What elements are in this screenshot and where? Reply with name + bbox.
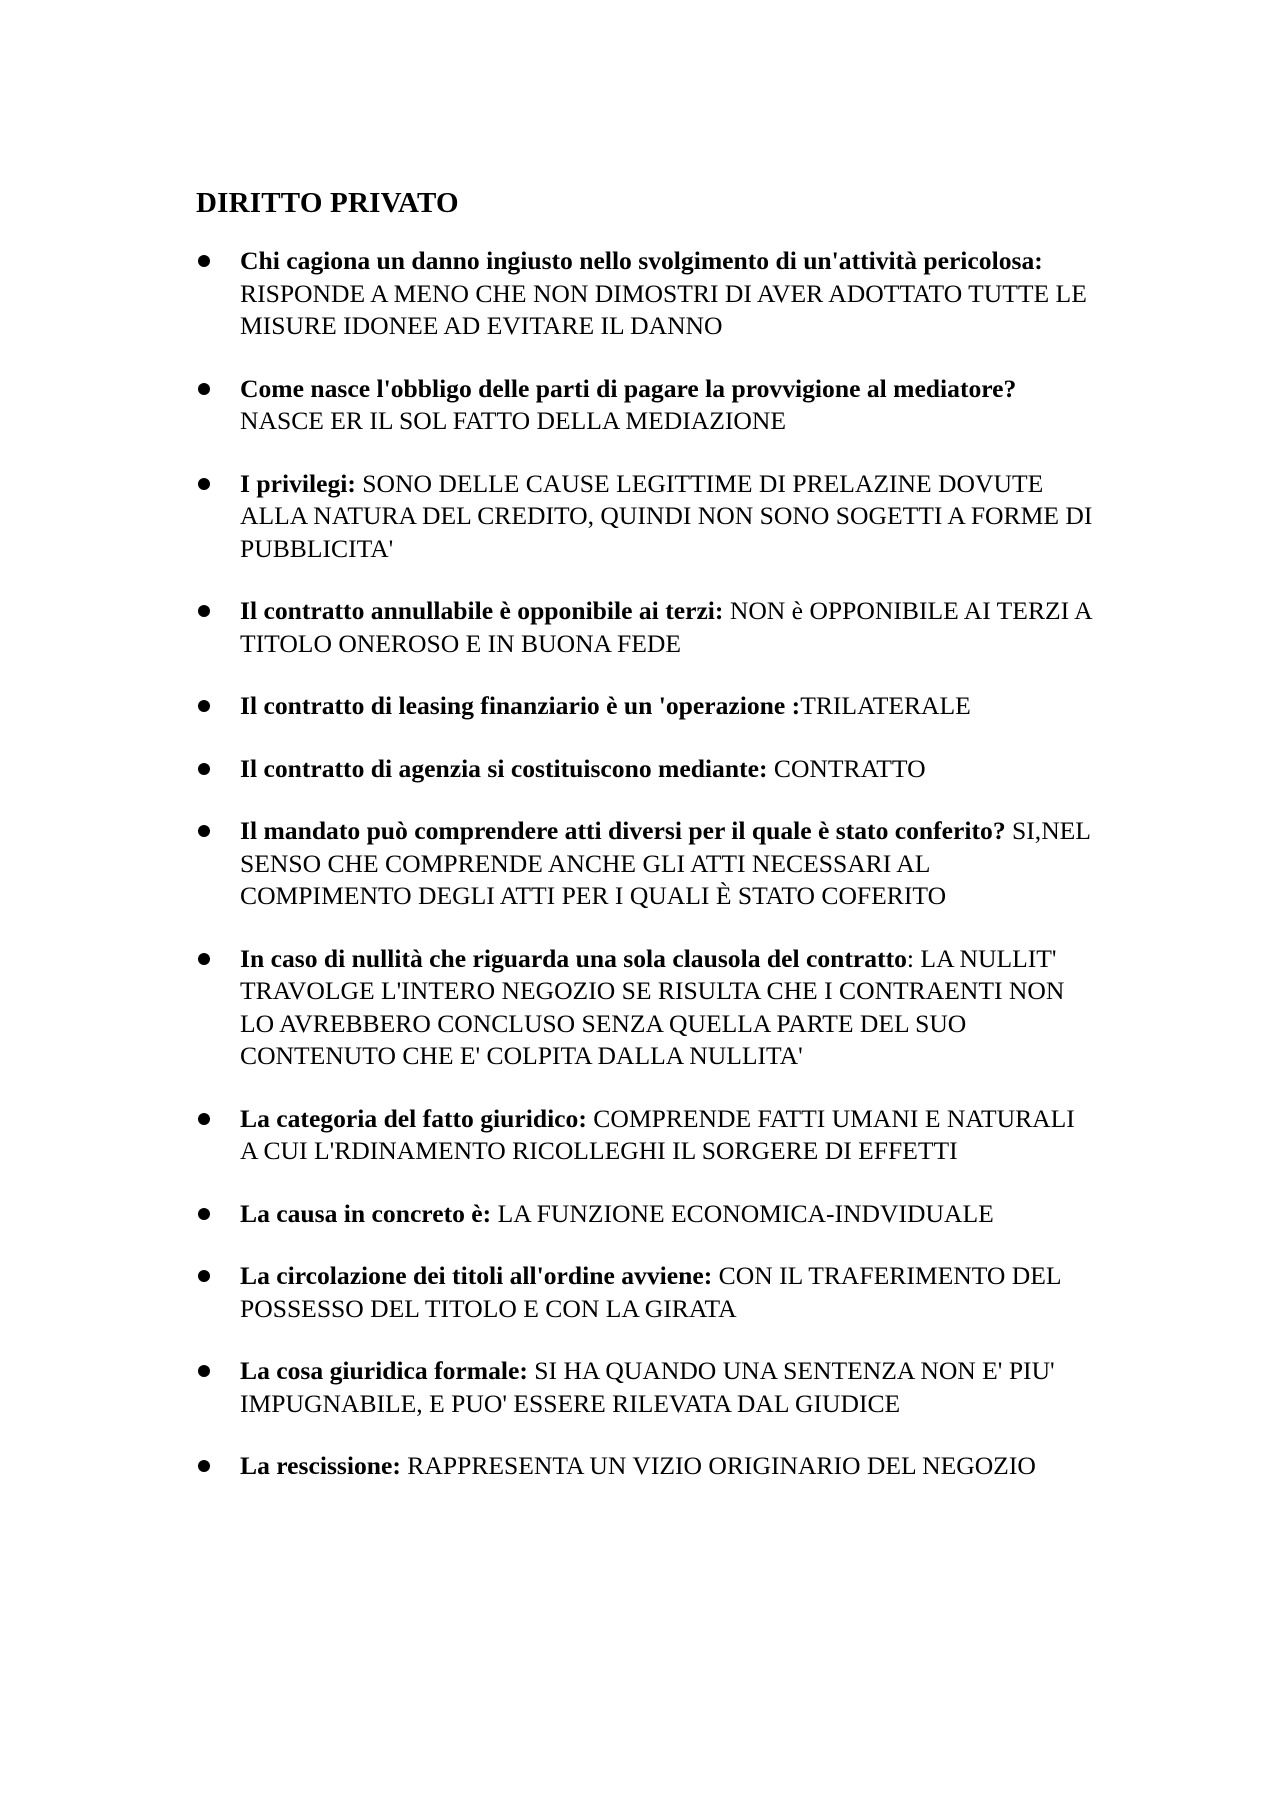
question-text: La causa in concreto è: xyxy=(240,1198,492,1228)
bullet-icon xyxy=(198,383,210,395)
list-item xyxy=(196,1450,1096,1483)
list-item xyxy=(196,1198,1096,1231)
list-item xyxy=(196,753,1096,786)
answer-text: CONTRATTO xyxy=(767,753,926,783)
bullet-icon xyxy=(198,478,210,490)
question-text: Chi cagiona un danno ingiusto nello svolgimento di un'attività pericolosa: xyxy=(240,246,1043,275)
answer-text: SI,NEL SENSO CHE COMPRENDE ANCHE GLI ATTI NECESSARI AL COMPIMENTO DEGLI ATTI PER I QUALI È STATO COFERITO xyxy=(240,816,1090,910)
bullet-icon xyxy=(198,1208,210,1220)
list-item xyxy=(196,468,1096,566)
answer-text: SI HA QUANDO UNA SENTENZA NON E' PIU' IMPUGNABILE, E PUO' ESSERE RILEVATA DAL GIUDICE xyxy=(240,1356,1055,1418)
question-text: Come nasce l'obbligo delle parti di pagare la provvigione al mediatore? xyxy=(240,373,1017,403)
list-item xyxy=(196,815,1096,913)
list-item xyxy=(196,1355,1096,1420)
answer-text: : LA NULLIT' TRAVOLGE L'INTERO NEGOZIO SE RISULTA CHE I CONTRAENTI NON LO AVREBBERO CONCLUSO SENZA QUELLA PARTE DEL SUO CONTENUTO CHE E' COLPITA DALLA NULLITA' xyxy=(240,943,1065,1070)
document-title: DIRITTO PRIVATO xyxy=(196,187,459,219)
answer-text: CON IL TRAFERIMENTO DEL POSSESSO DEL TITOLO E CON LA GIRATA xyxy=(240,1261,1061,1323)
bullet-icon xyxy=(198,825,210,837)
list-item xyxy=(196,1103,1096,1168)
bullet-icon xyxy=(198,255,210,267)
answer-text: TRILATERALE xyxy=(800,691,971,720)
list-item xyxy=(196,690,1096,723)
question-text: La rescissione: xyxy=(240,1451,401,1480)
answer-text: COMPRENDE FATTI UMANI E NATURALI A CUI L'RDINAMENTO RICOLLEGHI IL SORGERE DI EFFETTI xyxy=(240,1103,1075,1165)
answer-text: RISPONDE A MENO CHE NON DIMOSTRI DI AVER ADOTTATO TUTTE LE MISURE IDONEE AD EVITARE IL DANNO xyxy=(240,278,1087,340)
list-item xyxy=(196,1260,1096,1325)
list-item xyxy=(196,595,1096,660)
bullet-icon xyxy=(198,953,210,965)
question-text: Il contratto di agenzia si costituiscono mediante: xyxy=(240,753,768,783)
question-text: Il contratto di leasing finanziario è un 'operazione : xyxy=(240,691,801,720)
answer-text: NON è OPPONIBILE AI TERZI A TITOLO ONEROSO E IN BUONA FEDE xyxy=(240,596,1092,658)
bullet-icon xyxy=(198,1270,210,1282)
question-text: Il contratto annullabile è opponibile ai terzi: xyxy=(240,596,724,625)
bullet-icon xyxy=(198,605,210,617)
question-text: La categoria del fatto giuridico: xyxy=(240,1103,587,1133)
question-text: In caso di nullità che riguarda una sola clausola del contratto xyxy=(240,943,907,973)
list-item xyxy=(196,943,1096,1073)
question-text: La cosa giuridica formale: xyxy=(240,1356,528,1385)
bullet-icon xyxy=(198,1113,210,1125)
answer-text: RAPPRESENTA UN VIZIO ORIGINARIO DEL NEGOZIO xyxy=(400,1451,1036,1480)
qa-list xyxy=(196,245,1096,1483)
bullet-icon xyxy=(198,1460,210,1472)
bullet-icon xyxy=(198,763,210,775)
answer-text: NASCE ER IL SOL FATTO DELLA MEDIAZIONE xyxy=(240,406,786,435)
question-text: La circolazione dei titoli all'ordine avviene: xyxy=(240,1261,713,1290)
list-item xyxy=(196,373,1096,438)
bullet-icon xyxy=(198,700,210,712)
answer-text: LA FUNZIONE ECONOMICA-INDVIDUALE xyxy=(491,1198,994,1228)
answer-text: SONO DELLE CAUSE LEGITTIME DI PRELAZINE DOVUTE ALLA NATURA DEL CREDITO, QUINDI NON SONO SOGETTI A FORME DI PUBBLICITA' xyxy=(240,468,1093,563)
list-item xyxy=(196,245,1096,343)
bullet-icon xyxy=(198,1365,210,1377)
document-page xyxy=(196,183,1096,1513)
question-text: I privilegi: xyxy=(240,468,356,498)
question-text: Il mandato può comprendere atti diversi per il quale è stato conferito? xyxy=(240,816,1006,845)
